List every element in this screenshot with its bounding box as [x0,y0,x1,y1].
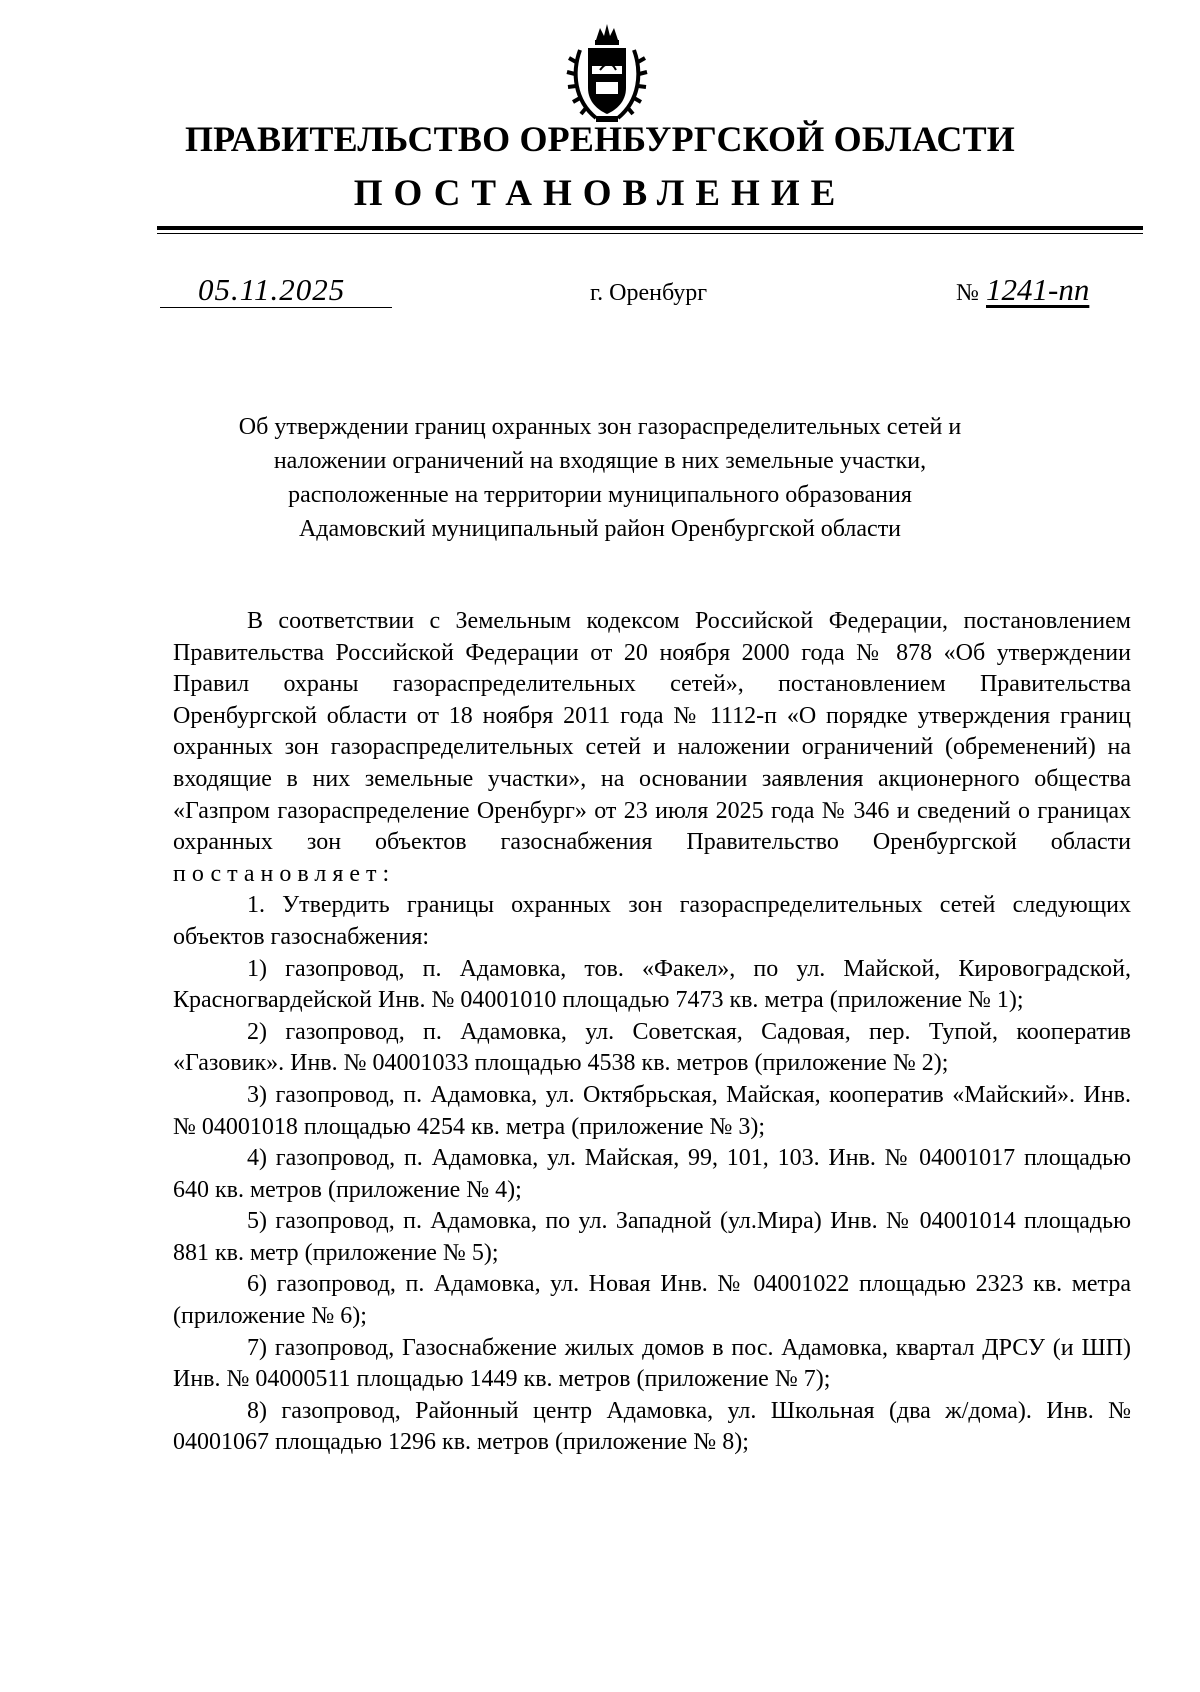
list-item: 5) газопровод, п. Адамовка, по ул. Западной (ул.Мира) Инв. № 04001014 площадью 881 кв. метр (приложение № 5); [173,1208,1131,1266]
preamble-text: В соответствии с Земельным кодексом Российской Федерации, постановлением Правительства Российской Федерации от 20 ноября 2000 года № 878 «Об утверждении Правил охраны газораспределительных сетей», постановлением Правительства Оренбургской области от 18 ноября 2011 года № 1112-п «О порядке утверждения границ охранных зон газораспределительных сетей и наложении ограничений (обременений) на входящие в них земельные участки», на основании заявления акционерного общества «Газпром газораспределение Оренбург» от 23 июля 2025 года № 346 и сведений о границах охранных зон объектов газоснабжения Правительство Оренбургской области [173,608,1131,856]
coat-of-arms-icon [566,22,648,126]
list-item: 6) газопровод, п. Адамовка, ул. Новая Инв. № 04001022 площадью 2323 кв. метра (приложение № 6); [173,1271,1131,1330]
list-item: 7) газопровод, Газоснабжение жилых домов в пос. Адамовка, квартал ДРСУ (и ШП) Инв. № 04000511 площадью 1449 кв. метров (приложение № 7); [173,1334,1131,1393]
subject-line: Адамовский муниципальный район Оренбургской области [298,516,902,542]
document-subject [150,410,1050,546]
subject-line: наложении ограничений на входящие в них земельные участки, [273,448,927,474]
document-type-title: ПОСТАНОВЛЕНИЕ [353,173,847,214]
header-rule-thick [157,226,1143,230]
list-item: 8) газопровод, Районный центр Адамовка, ул. Школьная (два ж/дома). Инв. № 04001067 площадью 1296 кв. метров (приложение № 8); [173,1397,1131,1456]
header-rule-thin [157,233,1143,234]
date-underline [160,307,392,308]
document-city: г. Оренбург [590,280,708,306]
organization-title: ПРАВИТЕЛЬСТВО ОРЕНБУРГСКОЙ ОБЛАСТИ [184,119,1016,159]
point-1-paragraph: 1. Утвердить границы охранных зон газораспределительных сетей следующих объектов газоснабжения: [173,892,1131,950]
decree-word: постановляет: [173,860,396,887]
list-item: 1) газопровод, п. Адамовка, тов. «Факел», по ул. Майской, Кировоградской, Красногвардейской Инв. № 04001010 площадью 7473 кв. метра (приложение № 1); [173,955,1131,1014]
subject-line: расположенные на территории муниципального образования [288,482,912,508]
number-label: № [956,280,979,306]
document-date: 05.11.2025 [198,272,346,307]
list-item: 3) газопровод, п. Адамовка, ул. Октябрьская, Майская, кооператив «Майский». Инв. № 04001018 площадью 4254 кв. метра (приложение № 3); [173,1081,1131,1140]
preamble-paragraph [173,606,1131,890]
document-body [173,606,1131,1459]
document-number: 1241-пп [986,272,1090,307]
list-item: 2) газопровод, п. Адамовка, ул. Советская, Садовая, пер. Тупой, кооператив «Газовик». Инв. № 04001033 площадью 4538 кв. метров (приложение № 2); [173,1018,1131,1077]
list-item: 4) газопровод, п. Адамовка, ул. Майская, 99, 101, 103. Инв. № 04001017 площадью 640 кв. метров (приложение № 4); [173,1145,1131,1203]
subject-line: Об утверждении границ охранных зон газораспределительных сетей и [238,414,962,440]
